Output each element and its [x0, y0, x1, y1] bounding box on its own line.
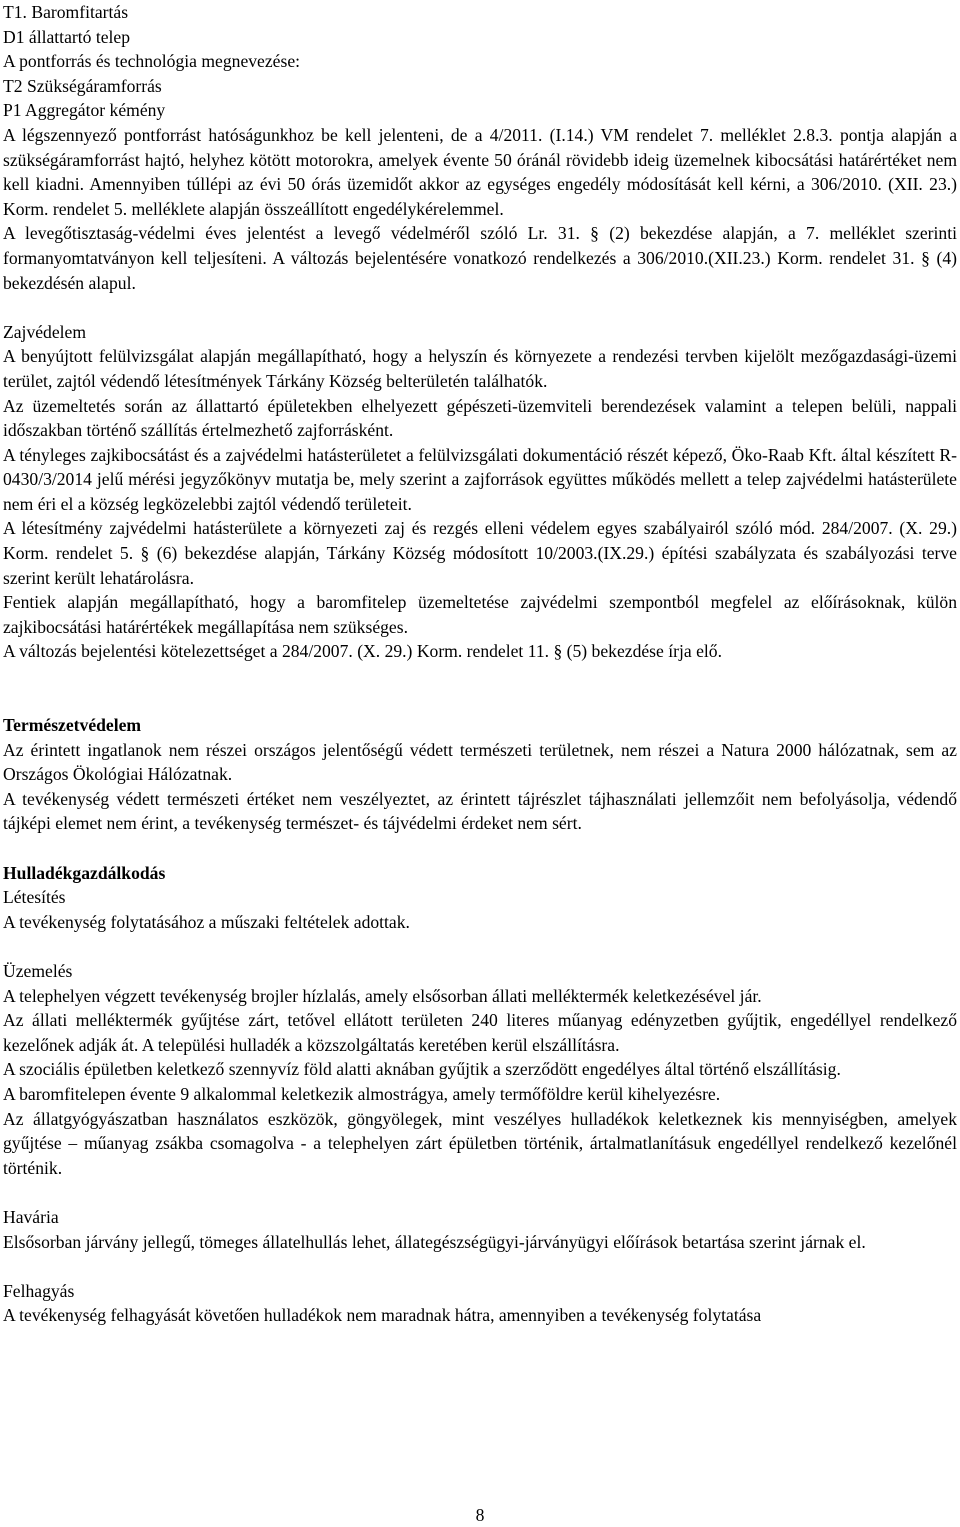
spacer — [3, 934, 957, 959]
spacer — [3, 295, 957, 320]
section-heading-nature: Természetvédelem — [3, 715, 142, 736]
air-paragraph-1: A légszennyező pontforrást hatóságunkhoz be kell jelenteni, de a 4/2011. (I.14.) VM rendelet 7. melléklet 2.8.3. pontja alapján a szükségáramforrást hajtó, helyhez kötött motorokra, amelyek évente 50 óránál rövidebb ideig üzemelnek kibocsátási határértéket nem kell kiadni. Amennyiben túllépi az évi 50 órás üzemidőt akkor az egységes engedély módosítását kell kérni, a 306/2010. (XII. 23.) Korm. rendelet 5. melléklete alapján összeállított engedélykérelemmel. — [3, 124, 957, 219]
operation-paragraph-1: A telephelyen végzett tevékenység brojler hízlalás, amely elsősorban állati melléktermék keletkezésével jár. — [3, 985, 762, 1006]
noise-paragraph-6: A változás bejelentési kötelezettséget a 284/2007. (X. 29.) Korm. rendelet 11. § (5) bekezdése írja elő. — [3, 641, 722, 662]
document-page — [3, 0, 957, 1328]
noise-paragraph-4: A létesítmény zajvédelmi hatásterülete a környezeti zaj és rezgés elleni védelem egyes szabályairól szóló mód. 284/2007. (X. 29.) Korm. rendelet 5. § (6) bekezdése alapján, Tárkány Község módosított 10/2003.(IX.29.) építési szabályzata és szabályozási terve szerint került lehatárolásra. — [3, 518, 957, 588]
nature-paragraph-2: A tevékenység védett természeti értéket nem veszélyeztet, az érintett tájrészlet tájhasználati jellemzőit nem befolyásolja, védendő tájképi elemet nem érint, a tevékenység természet- és tájvédelmi érdeket nem sért. — [3, 788, 957, 834]
nature-paragraph-1: Az érintett ingatlanok nem részei országos jelentőségű védett természeti területnek, nem részei a Natura 2000 hálózatnak, sem az Országos Ökológiai Hálózatnak. — [3, 739, 957, 785]
page-number: 8 — [475, 1505, 485, 1525]
header-line-4: T2 Szükségáramforrás — [3, 75, 162, 96]
air-paragraph-2: A levegőtisztaság-védelmi éves jelentést a levegő védelméről szóló Lr. 31. § (2) bekezdése alapján, a 7. melléklet szerinti formanyomtatványon kell teljesíteni. A változás bejelentésére vonatkozó rendelkezés a 306/2010.(XII.23.) Korm. rendelet 31. § (4) bekezdésén alapul. — [3, 223, 957, 293]
subheading-closure: Felhagyás — [3, 1280, 75, 1301]
header-line-2: D1 állattartó telep — [3, 26, 131, 47]
spacer — [3, 1254, 957, 1279]
subheading-operation: Üzemelés — [3, 960, 73, 981]
operation-paragraph-3: A szociális épületben keletkező szennyvíz föld alatti aknában gyűjtik a szerződött engedélyes által történő elszállításig. — [3, 1059, 841, 1080]
header-line-3: A pontforrás és technológia megnevezése: — [3, 51, 301, 72]
spacer — [3, 836, 957, 861]
noise-paragraph-5: Fentiek alapján megállapítható, hogy a baromfitelep üzemeltetése zajvédelmi szempontból megfelel az előírásoknak, külön zajkibocsátási határértékek megállapítása nem szükséges. — [3, 592, 957, 637]
header-line-5: P1 Aggregátor kémény — [3, 100, 166, 121]
establishment-paragraph-1: A tevékenység folytatásához a műszaki feltételek adottak. — [3, 911, 410, 932]
emergency-paragraph-1: Elsősorban járvány jellegű, tömeges állatelhullás lehet, állategészségügyi-járványügyi előírások betartása szerint járnak el. — [3, 1231, 866, 1252]
noise-paragraph-3: A tényleges zajkibocsátást és a zajvédelmi hatásterületet a felülvizsgálati dokumentáció részét képező, Öko-Raab Kft. által készített R-0430/3/2014 jelű mérési jegyzőkönyv mutatja be, mely szerint a zajforrások együttes működés mellett a telep zajvédelmi hatásterülete nem éri el a község legközelebbi zajtól védendő területeit. — [3, 444, 957, 514]
noise-paragraph-2: Az üzemeltetés során az állattartó épületekben elhelyezett gépészeti-üzemviteli berendezések valamint a telepen belüli, nappali időszakban történő szállítás értelmezhető zajforrásként. — [3, 395, 957, 441]
operation-paragraph-4: A baromfitelepen évente 9 alkalommal keletkezik almostrágya, amely termőföldre kerül kihelyezésre. — [3, 1083, 721, 1104]
section-heading-noise: Zajvédelem — [3, 321, 87, 342]
operation-paragraph-5: Az állatgyógyászatban használatos eszközök, göngyölegek, mint veszélyes hulladékok keletkeznek kis mennyiségben, amelyek gyűjtése – műanyag zsákba csomagolva - a telephelyen zárt épületben történik, ártalmatlanításuk engedéllyel rendelkező kezelőnél történik. — [3, 1108, 957, 1178]
operation-paragraph-2: Az állati melléktermék gyűjtése zárt, tetővel ellátott területen 240 literes műanyag edényzetben gyűjtik, engedéllyel rendelkező kezelőnek adják át. A települési hulladék a közszolgáltatás keretében kerül elszállításra. — [3, 1010, 957, 1055]
section-heading-waste: Hulladékgazdálkodás — [3, 862, 166, 883]
spacer — [3, 1180, 957, 1205]
subheading-emergency: Havária — [3, 1206, 59, 1227]
header-line-1: T1. Baromfitartás — [3, 2, 129, 22]
subheading-establishment: Létesítés — [3, 887, 66, 908]
spacer — [3, 664, 957, 713]
closure-paragraph-1: A tevékenység felhagyását követően hulladékok nem maradnak hátra, amennyiben a tevékenység folytatása — [3, 1305, 762, 1326]
noise-paragraph-1: A benyújtott felülvizsgálat alapján megállapítható, hogy a helyszín és környezete a rendezési tervben kijelölt mezőgazdasági-üzemi terület, zajtól védendő létesítmények Tárkány Község belterületén találhatók. — [3, 346, 957, 391]
